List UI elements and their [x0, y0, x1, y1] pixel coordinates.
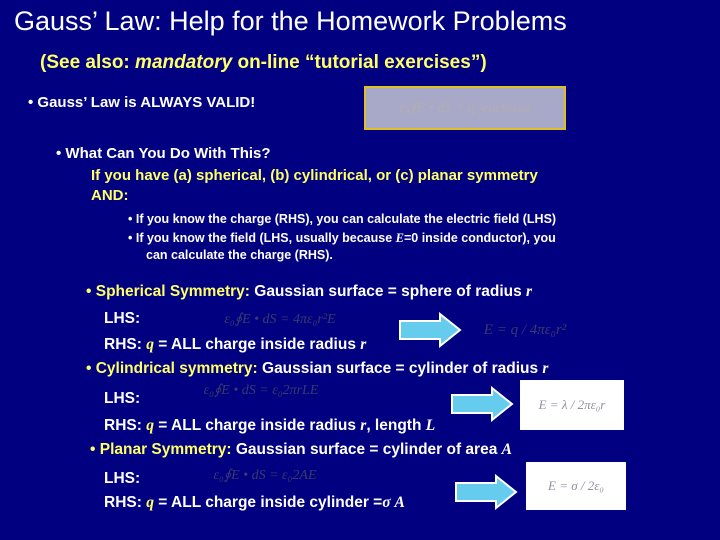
spherical-lhs-label: LHS:	[104, 310, 141, 327]
spherical-lhs-formula: ε₀∮E • dS = 4πε₀r²E	[224, 311, 336, 327]
cylindrical-heading	[86, 360, 548, 378]
planar-rhs-pre: RHS:	[104, 494, 147, 511]
planar-var: A	[501, 441, 512, 458]
symmetry-condition: If you have (a) spherical, (b) cylindrical, or (c) planar symmetry	[91, 167, 538, 184]
cylindrical-rhs-mid: = ALL charge inside radius	[153, 417, 361, 434]
cylindrical-rhs-L: L	[425, 417, 436, 434]
planar-lhs-label: LHS:	[104, 470, 141, 487]
sub-bullet-field	[128, 231, 556, 246]
spherical-result-formula: E = q / 4πε₀r²	[483, 321, 567, 338]
cylindrical-arrow-icon	[450, 386, 514, 422]
subtitle-pre: (See also:	[40, 52, 136, 73]
cylindrical-lhs-label: LHS:	[104, 390, 141, 407]
planar-rhs-mid: = ALL charge inside cylinder =	[153, 494, 383, 511]
spherical-rhs-q: q	[146, 336, 154, 353]
cylindrical-rhs	[104, 417, 435, 435]
planar-head: • Planar Symmetry:	[90, 441, 232, 458]
cylindrical-head: • Cylindrical symmetry:	[86, 360, 258, 377]
spherical-arrow-icon	[398, 312, 462, 348]
and-label: AND:	[91, 187, 129, 204]
cylindrical-rhs-q: q	[146, 417, 154, 434]
spherical-var: r	[526, 283, 533, 300]
gauss-law-formula: ε₀∮E • dS = q_enclosed	[364, 86, 566, 130]
spherical-rhs-r: r	[360, 336, 367, 353]
spherical-head: • Spherical Symmetry:	[86, 283, 250, 300]
spherical-rhs-pre: RHS:	[104, 336, 147, 353]
sub-bullet-field-E: E	[395, 231, 404, 245]
cylindrical-lhs-formula: ε₀∮E • dS = ε₀2πrLE	[203, 382, 319, 398]
spherical-rhs-mid: = ALL charge inside radius	[153, 336, 361, 353]
planar-rhs-A: A	[390, 494, 405, 511]
cylindrical-rhs-mid2: , length	[366, 417, 426, 434]
cylindrical-result-formula: E = λ / 2πε₀r	[520, 380, 624, 430]
subtitle	[40, 52, 487, 74]
sub-bullet-field-pre: • If you know the field (LHS, usually because	[128, 231, 396, 245]
spherical-rhs	[104, 336, 366, 354]
bullet-what-can-you-do: • What Can You Do With This?	[56, 145, 271, 162]
subtitle-emphasis: mandatory	[135, 52, 233, 73]
planar-rest: Gaussian surface = cylinder of area	[231, 441, 502, 458]
planar-arrow-icon	[454, 474, 518, 510]
planar-rhs	[104, 494, 405, 512]
subtitle-post: on-line “tutorial exercises”)	[232, 52, 487, 73]
cylindrical-rest: Gaussian surface = cylinder of radius	[257, 360, 543, 377]
spherical-rest: Gaussian surface = sphere of radius	[249, 283, 527, 300]
planar-lhs-formula: ε₀∮E • dS = ε₀2AE	[213, 467, 317, 483]
cylindrical-var: r	[542, 360, 549, 377]
planar-rhs-q: q	[146, 494, 154, 511]
spherical-heading	[86, 283, 532, 301]
cylindrical-rhs-r: r	[360, 417, 367, 434]
planar-heading	[90, 441, 512, 459]
cylindrical-rhs-pre: RHS:	[104, 417, 147, 434]
planar-result-formula: E = σ / 2ε₀	[526, 462, 626, 510]
bullet-gauss-valid: • Gauss’ Law is ALWAYS VALID!	[28, 94, 256, 111]
page-title: Gauss’ Law: Help for the Homework Problems	[14, 6, 567, 36]
sub-bullet-field-post: =0 inside conductor), you	[403, 231, 556, 245]
sub-bullet-charge: • If you know the charge (RHS), you can calculate the electric field (LHS)	[128, 212, 557, 226]
planar-rhs-sigma: σ	[382, 494, 391, 511]
sub-bullet-field-line2: can calculate the charge (RHS).	[146, 248, 333, 262]
